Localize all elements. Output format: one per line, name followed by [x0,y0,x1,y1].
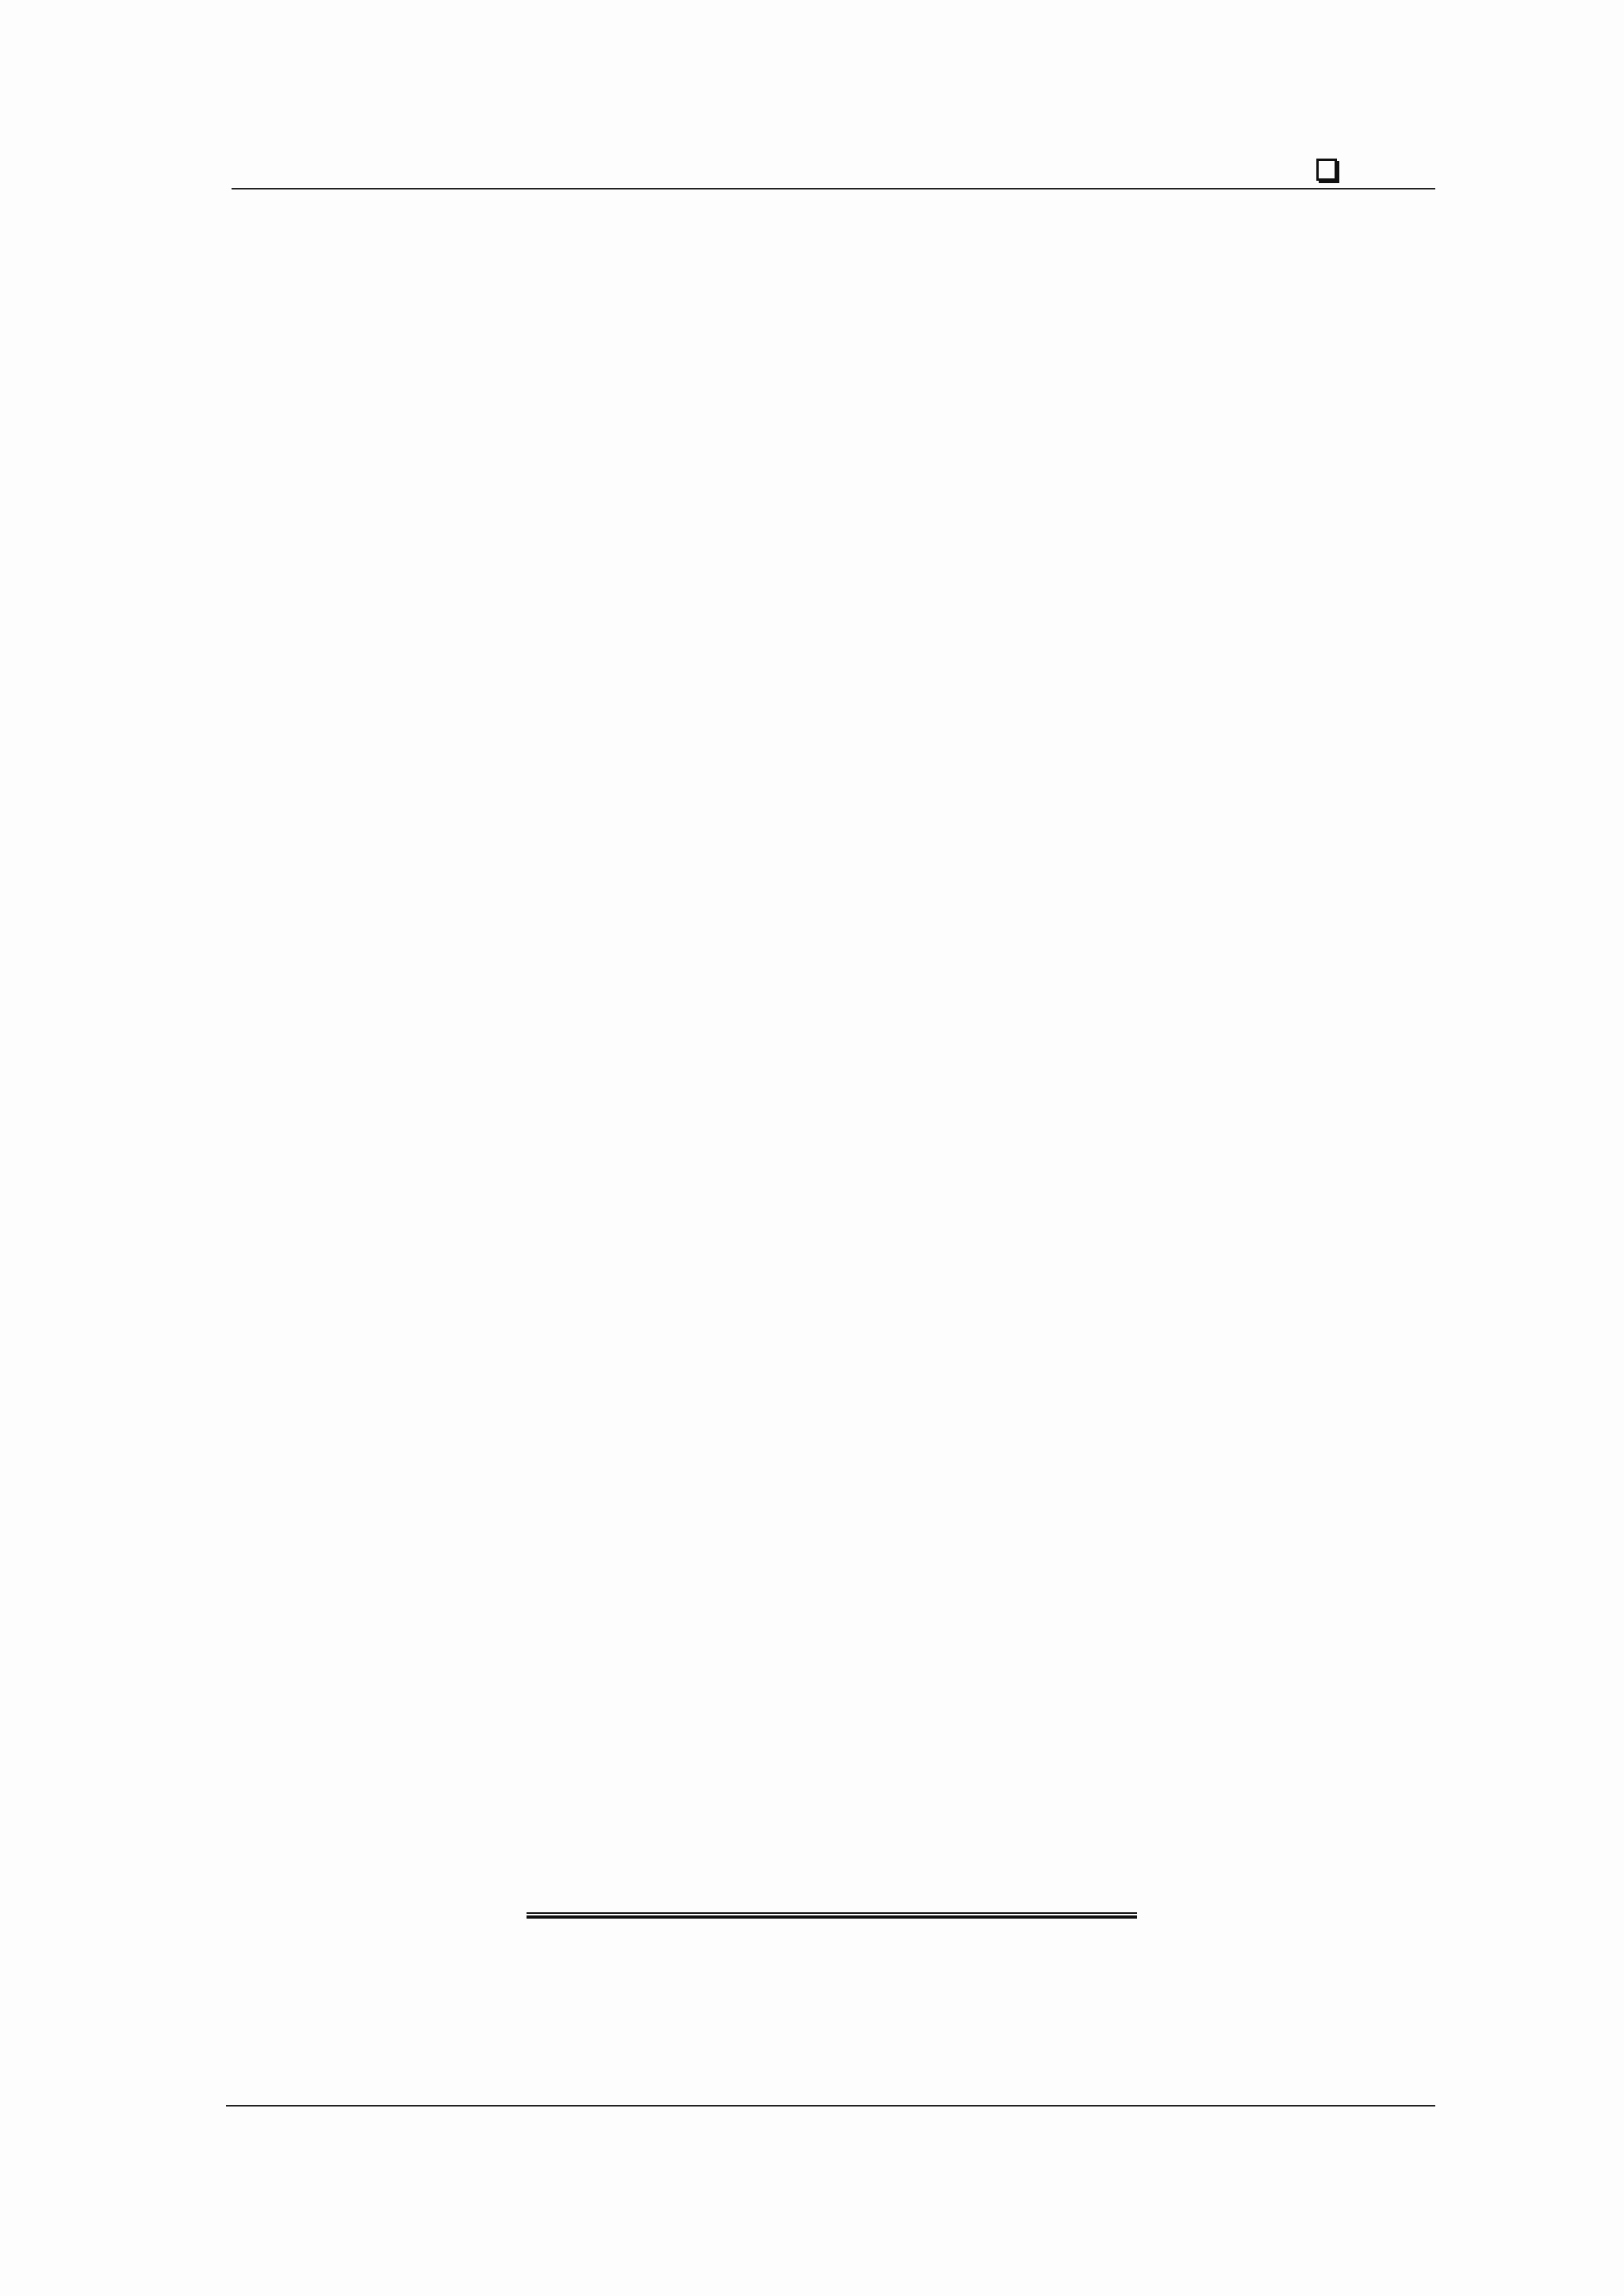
figure-4b-plot [841,222,1396,698]
table-row [527,1917,1137,1918]
figure-5b [825,1292,1396,1784]
figure-5b-plot [825,1292,1396,1784]
header-rule [232,188,1435,189]
figure-5a-plot [246,1292,817,1784]
footer-rule [226,2105,1435,2107]
figure-4a-plot [254,222,809,698]
figure-4c [547,698,1102,1165]
cell [527,1917,730,1918]
parameters-table [527,1912,1137,1919]
table-2 [527,1909,1137,1919]
cell [933,1917,1137,1918]
square-icon [1316,159,1337,181]
figure-4a [254,222,809,698]
figure-5a [246,1292,817,1784]
figure-4b [841,222,1396,698]
figure-4c-plot [547,698,1102,1165]
cell [730,1917,934,1918]
